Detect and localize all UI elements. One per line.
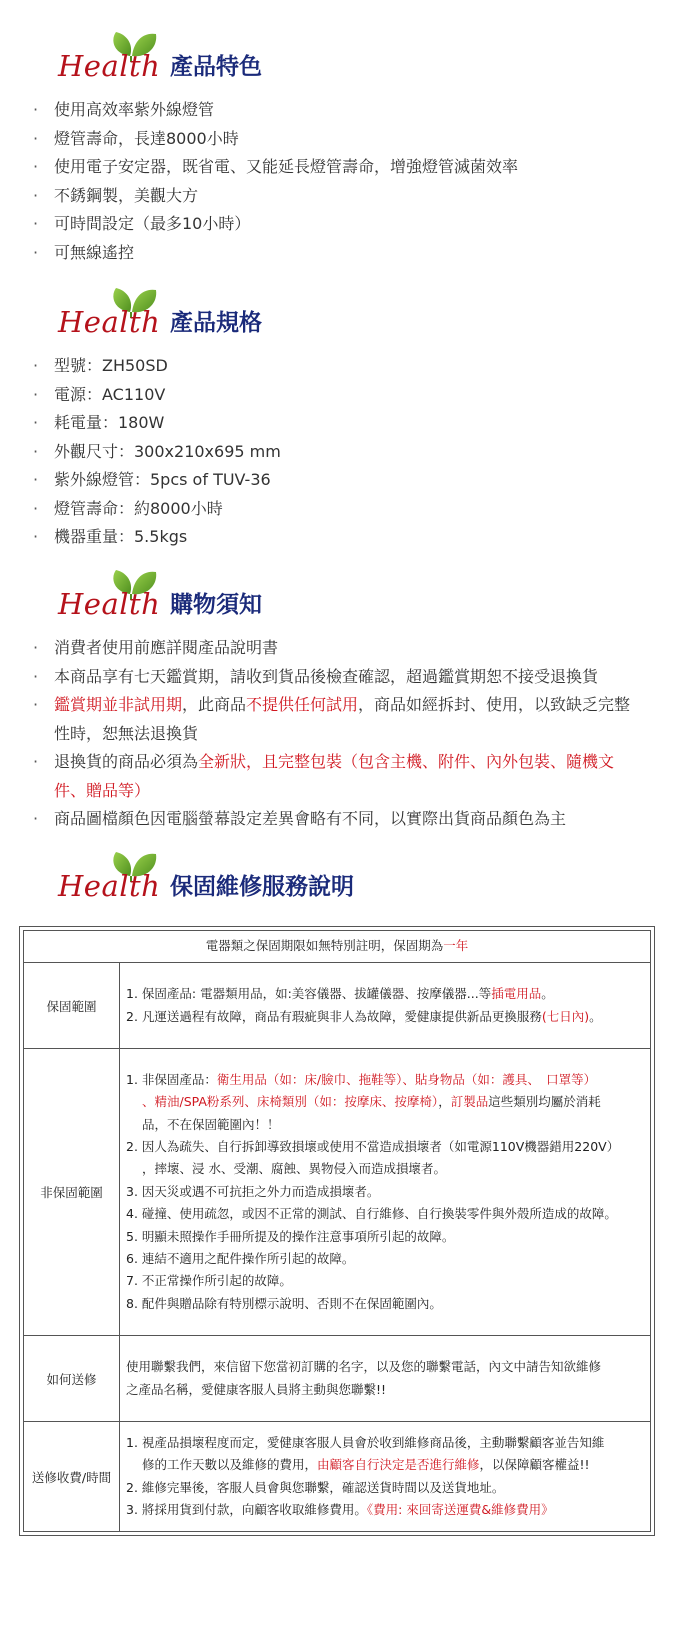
specs-header — [58, 282, 458, 342]
row-content: 1. 非保固產品：衛生用品（如：床/臉巾、拖鞋等）、貼身物品（如：護具、 口罩等） 、精油/SPA粉系列、床椅類別（如：按摩床、按摩椅），訂製品這些類別均屬於消耗 品，不在保固範圍內！！ 2. 因人為疏失、自行拆卸導致損壞或使用不當造成損壞者（如電源110V機器錯用220V） ，摔壞、浸 水、受潮、腐蝕、異物侵入而造成損壞者。 3. 因天災或遇不可抗拒之外力而造成損壞者。 4. 碰撞、使用疏忽，或因不正常的測試、自行維修、自行換裝零件與外殼所造成的故障。 5. 明顯未照操作手冊所提及的操作注意事項所引起的故障。 6. 連結不適用之配件操作所引起的故障。 7. 不正常操作所引起的故障。 8. 配件與贈品除有特別標示說明、否則不在保固範圍內。 — [126, 1071, 620, 1311]
list-item: · 不銹鋼製，美觀大方 — [33, 185, 199, 205]
list-item: · 外觀尺寸：300x210x695 mm — [33, 441, 281, 461]
warranty-header-row: 電器類之保固期限如無特別註明，保固期為一年 — [24, 931, 650, 963]
specs-title: 產品規格 — [170, 310, 262, 336]
brand-logo-text: Health — [58, 869, 161, 903]
list-item: · 耗電量：180W — [33, 413, 165, 432]
list-item: · 紫外線燈管：5pcs of TUV-36 — [33, 470, 271, 489]
list-item: · 型號：ZH50SD — [33, 356, 168, 375]
list-item: · 機器重量：5.5kgs — [33, 527, 188, 546]
brand-logo-text: Health — [58, 587, 161, 621]
specs-list — [33, 352, 673, 552]
warranty-table-inner — [23, 930, 651, 1532]
features-list — [33, 96, 673, 267]
list-item: · 鑑賞期並非試用期，此商品不提供任何試用，商品如經拆封、使用，以致缺乏完整性時，恕無法退換貨 — [33, 695, 631, 743]
list-item: · 燈管壽命，長達8000小時 — [33, 128, 239, 148]
table-row-send — [24, 1336, 650, 1422]
table-row-fee — [24, 1422, 650, 1531]
list-item: · 燈管壽命：約8000小時 — [33, 498, 223, 518]
list-item: · 使用電子安定器，既省電、又能延長燈管壽命，增強燈管滅菌效率 — [33, 157, 519, 176]
list-item: · 使用高效率紫外線燈管 — [33, 100, 215, 119]
row-label: 送修收費/時間 — [24, 1422, 120, 1531]
row-label: 非保固範圍 — [24, 1049, 120, 1335]
row-content: 1. 視產品損壞程度而定，愛健康客服人員會於收到維修商品後，主動聯繫顧客並告知維 修的工作天數以及維修的費用，由顧客自行決定是否進行維修，以保障顧客權益!! 2. 維修完畢後，客服人員會與您聯繫，確認送貨時間以及送貨地址。 3. 將採用貨到付款，向顧客收取維修費用。《費用: 來回寄送運費&維修費用》 — [126, 1434, 605, 1517]
shopping-list — [33, 634, 643, 834]
row-content: 1. 保固產品: 電器類用品，如:美容儀器、拔罐儀器、按摩儀器...等插電用品。 2. 凡運送過程有故障，商品有瑕疵與非人為故障，愛健康提供新品更換服務(七日內)。 — [126, 986, 602, 1024]
brand-logo-text: Health — [58, 305, 161, 339]
warranty-header — [58, 846, 458, 906]
shopping-title: 購物須知 — [170, 592, 262, 618]
list-item: · 電源：AC110V — [33, 384, 166, 404]
row-label: 如何送修 — [24, 1336, 120, 1421]
list-item: · 可無線遙控 — [33, 242, 135, 262]
features-header — [58, 26, 458, 86]
row-label: 保固範圍 — [24, 963, 120, 1048]
shopping-header — [58, 564, 458, 624]
table-row-nonscope — [24, 1049, 650, 1336]
list-item: · 商品圖檔顏色因電腦螢幕設定差異會略有不同，以實際出貨商品顏色為主 — [33, 809, 567, 828]
list-item: · 本商品享有七天鑑賞期，請收到貨品後檢查確認，超過鑑賞期恕不接受退換貨 — [33, 666, 599, 686]
features-title: 產品特色 — [170, 54, 262, 80]
list-item: · 消費者使用前應詳閱產品說明書 — [33, 638, 279, 657]
warranty-title: 保固維修服務說明 — [170, 874, 354, 900]
row-content: 使用聯繫我們，來信留下您當初訂購的名字，以及您的聯繫電話，內文中請告知欲維修 之產品名稱，愛健康客服人員將主動與您聯繫!! — [126, 1359, 602, 1397]
table-row-scope — [24, 963, 650, 1049]
warranty-table — [19, 926, 655, 1536]
list-item: · 可時間設定（最多10小時） — [33, 214, 251, 233]
brand-logo-text: Health — [58, 49, 161, 83]
list-item: · 退換貨的商品必須為全新狀，且完整包裝（包含主機、附件、內外包裝、隨機文件、贈品等） — [33, 752, 615, 800]
